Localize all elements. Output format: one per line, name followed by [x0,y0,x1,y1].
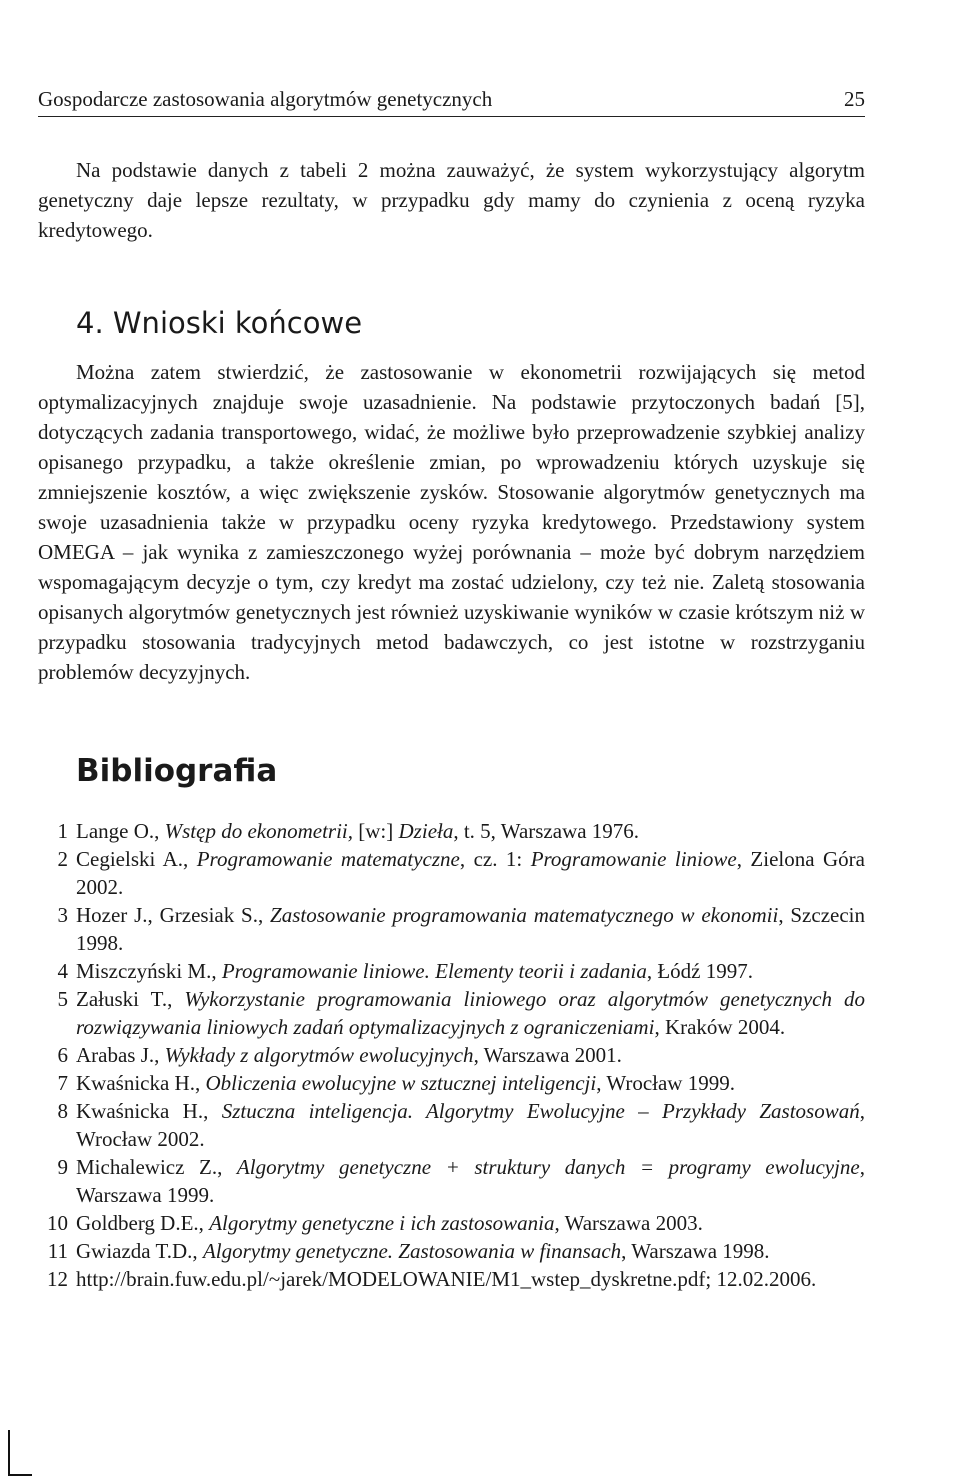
bibliography-item [38,817,865,845]
entry-title: Zastosowanie programowania matematycznego w ekonomii [270,903,779,927]
entry-title: Algorytmy genetyczne. Zastosowania w finansach [202,1239,622,1263]
entry-detail: [w:] [353,819,399,843]
bibliography-item [38,985,865,1041]
entry-detail: , Wrocław 1999. [596,1071,735,1095]
running-title: Gospodarcze zastosowania algorytmów genetycznych [38,87,493,111]
bibliography-entry [76,1209,865,1237]
entry-detail: , Warszawa 1999. [76,1155,865,1207]
bibliography-item [38,1097,865,1153]
entry-author: Michalewicz Z., [76,1155,237,1179]
bibliography-entry [76,985,865,1041]
entry-detail: , cz. 1: [459,847,531,871]
bibliography-number: 5 [57,987,68,1011]
bibliography-number: 2 [57,847,68,871]
bibliography-entry [76,1097,865,1153]
entry-title-secondary: Dzieła [398,819,454,843]
section-heading: 4. Wnioski końcowe [76,306,363,340]
bibliography-number: 12 [47,1267,68,1291]
conclusions-paragraph: Można zatem stwierdzić, że zastosowanie w ekonometrii rozwijających się metod optymalizacyjnych znajduje swoje uzasadnienie. Na podstawie przytoczonych badań [5], dotyczących zadania transportowego, widać, że możliwe było przeprowadzenie szybkiej analizy opisanego przypadku, a także określenie zmian, po wprowadzeniu których uzyskuje się zmniejszenie kosztów, a więc zwiększenie zysków. Stosowanie algorytmów genetycznych ma swoje uzasadnienia także w przypadku oceny ryzyka kredytowego. Przedstawiony system OMEGA – jak wynika z zamieszczonego wyżej porównania – może być dobrym narzędziem wspomagającym decyzje o tym, czy kredyt ma zostać udzielony, czy też nie. Zaletą stosowania opisanych algorytmów genetycznych jest również uzyskiwanie wyników w czasie krótszym niż w przypadku stosowania tradycyjnych metod badawczych, co jest istotne w rozstrzyganiu problemów decyzyjnych. [38,360,865,684]
entry-detail-secondary: , t. 5, Warszawa 1976. [453,819,640,843]
entry-author: http://brain.fuw.edu.pl/~jarek/MODELOWANIE/M1_wstep_dyskretne.pdf; 12.02.2006. [76,1267,817,1291]
entry-detail: , Wrocław 2002. [76,1099,865,1151]
bibliography-number: 8 [57,1099,68,1123]
scan-corner-mark [8,1430,32,1476]
bibliography-item [38,957,865,985]
bibliography-entry [76,817,865,845]
entry-title: Programowanie matematyczne [196,847,460,871]
entry-author: Gwiazda T.D., [76,1239,203,1263]
bibliography-heading: Bibliografia [76,753,278,789]
entry-detail: , Łódź 1997. [646,959,753,983]
entry-detail: , Warszawa 2003. [554,1211,703,1235]
bibliography-item [38,1237,865,1265]
entry-title: Wstęp do ekonometrii, [164,819,354,843]
bibliography-number: 3 [57,903,68,927]
entry-detail: , Warszawa 2001. [473,1043,622,1067]
page [38,86,865,1293]
bibliography-item [38,845,865,901]
entry-title: Wykorzystanie programowania liniowego oraz algorytmów genetycznych do rozwiązywania liniowych zadań optymalizacyjnych z ograniczeniami [76,987,865,1039]
entry-title: Sztuczna inteligencja. Algorytmy Ewolucyjne – Przykłady Zastosowań [221,1099,860,1123]
intro-paragraph: Na podstawie danych z tabeli 2 można zauważyć, że system wykorzystujący algorytm genetyczny daje lepsze rezultaty, w przypadku gdy mamy do czynienia z oceną ryzyka kredytowego. [38,158,865,242]
bibliography-entry [76,957,865,985]
bibliography-item [38,1041,865,1069]
bibliography-entry [76,901,865,957]
entry-author: Załuski T., [76,987,185,1011]
bibliography-item [38,1209,865,1237]
entry-author: Lange O., [76,819,165,843]
bibliography-number: 1 [57,819,68,843]
bibliography-number: 7 [57,1071,68,1095]
bibliography-number: 9 [57,1155,68,1179]
entry-detail: , Szczecin 1998. [76,903,865,955]
running-header [38,86,865,117]
entry-title: Obliczenia ewolucyjne w sztucznej inteligencji [205,1071,597,1095]
bibliography-number: 6 [57,1043,68,1067]
entry-author: Kwaśnicka H., [76,1099,222,1123]
bibliography-entry [76,845,865,901]
entry-author: Arabas J., [76,1043,165,1067]
bibliography-entry [76,1041,865,1069]
entry-detail: , Warszawa 1998. [621,1239,770,1263]
entry-title: Algorytmy genetyczne i ich zastosowania [209,1211,555,1235]
entry-author: Kwaśnicka H., [76,1071,206,1095]
page-number: 25 [844,87,865,111]
entry-detail: , Kraków 2004. [654,1015,786,1039]
bibliography-item [38,1153,865,1209]
bibliography-entry [76,1265,865,1293]
entry-author: Hozer J., Grzesiak S., [76,903,271,927]
bibliography-entry [76,1153,865,1209]
entry-author: Cegielski A., [76,847,197,871]
bibliography-number: 10 [47,1211,68,1235]
bibliography-list [38,817,865,1293]
bibliography-number: 11 [47,1239,68,1263]
entry-title: Programowanie liniowe. Elementy teorii i zadania [221,959,647,983]
entry-title: Algorytmy genetyczne + struktury danych = programy ewolucyjne [236,1155,860,1179]
entry-title-secondary: Programowanie liniowe [530,847,737,871]
entry-title: Wykłady z algorytmów ewolucyjnych [164,1043,474,1067]
bibliography-item [38,1069,865,1097]
entry-detail-secondary: , Zielona Góra 2002. [76,847,865,899]
bibliography-entry [76,1237,865,1265]
bibliography-item [38,901,865,957]
bibliography-entry [76,1069,865,1097]
bibliography-item [38,1265,865,1293]
entry-author: Goldberg D.E., [76,1211,210,1235]
bibliography-number: 4 [57,959,68,983]
entry-author: Miszczyński M., [76,959,222,983]
